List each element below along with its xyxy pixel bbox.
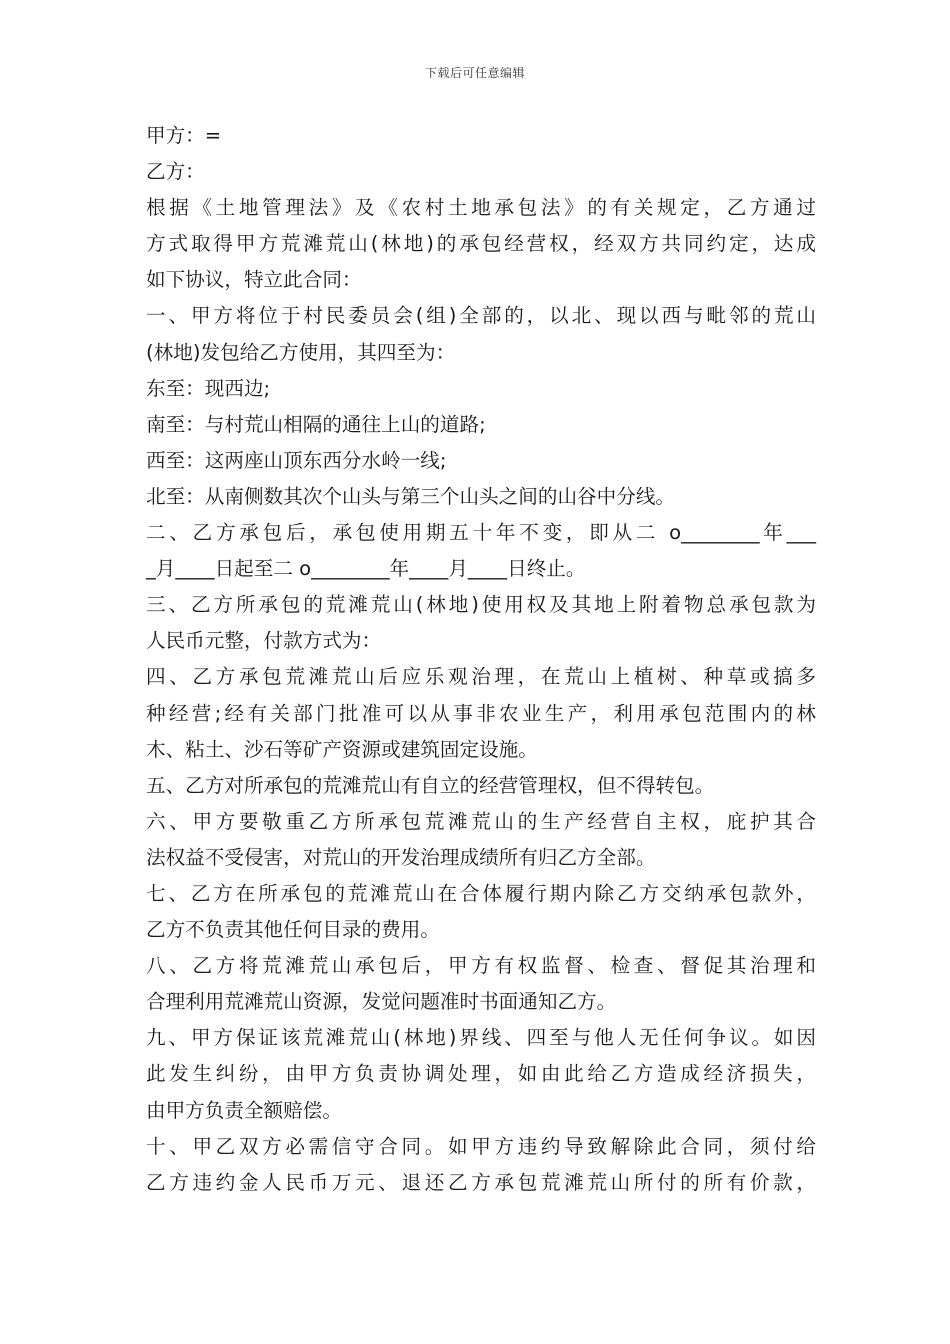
document-body [146, 118, 816, 1201]
text-line: 乙方： [146, 160, 205, 184]
text-line: 种经营;经有关部门批准可以从事非农业生产，利用承包范围内的林 [146, 701, 816, 725]
text-line: 四、乙方承包荒滩荒山后应乐观治理，在荒山上植树、种草或搞多 [146, 665, 816, 689]
text-line: _月____日起至二 o________年____月____日终止。 [146, 557, 586, 581]
text-line: 由甲方负责全额赔偿。 [146, 1098, 342, 1122]
text-line: 乙方不负责其他任何目录的费用。 [146, 918, 440, 942]
text-line: 甲方：= [146, 124, 222, 147]
text-line: 东至：现西边; [146, 376, 271, 400]
text-line: 北至：从南侧数其次个山头与第三个山头之间的山谷中分线。 [146, 484, 676, 508]
text-line: 方式取得甲方荒滩荒山(林地)的承包经营权，经双方共同约定，达成 [146, 232, 816, 256]
text-line: 十、甲乙双方必需信守合同。如甲方违约导致解除此合同，须付给 [146, 1134, 816, 1158]
text-line: 六、甲方要敬重乙方所承包荒滩荒山的生产经营自主权，庇护其合 [146, 809, 816, 833]
text-line: 九、甲方保证该荒滩荒山(林地)界线、四至与他人无任何争议。如因 [146, 1026, 816, 1050]
text-line: 乙方违约金人民币万元、退还乙方承包荒滩荒山所付的所有价款， [146, 1170, 816, 1194]
text-line: 合理利用荒滩荒山资源，发觉问题准时书面通知乙方。 [146, 990, 617, 1014]
text-line: 西至：这两座山顶东西分水岭一线; [146, 448, 447, 472]
text-line: 五、乙方对所承包的荒滩荒山有自立的经营管理权，但不得转包。 [146, 773, 715, 797]
text-line: 一、甲方将位于村民委员会(组)全部的，以北、现以西与毗邻的荒山 [146, 304, 816, 328]
text-line: 三、乙方所承包的荒滩荒山(林地)使用权及其地上附着物总承包款为 [146, 593, 816, 617]
text-line: 人民币元整，付款方式为： [146, 629, 382, 653]
text-line: (林地)发包给乙方使用，其四至为： [146, 340, 456, 364]
text-line: 根据《土地管理法》及《农村土地承包法》的有关规定，乙方通过 [146, 196, 816, 220]
text-line: 如下协议，特立此合同： [146, 268, 362, 292]
text-line: 八、乙方将荒滩荒山承包后，甲方有权监督、检查、督促其治理和 [146, 954, 816, 978]
text-line: 七、乙方在所承包的荒滩荒山在合体履行期内除乙方交纳承包款外， [146, 881, 816, 905]
text-line: 木、粘土、沙石等矿产资源或建筑固定设施。 [146, 737, 538, 761]
page-header-note: 下载后可任意编辑 [424, 66, 525, 80]
text-line: 南至：与村荒山相隔的通往上山的道路; [146, 412, 486, 436]
text-line: 此发生纠纷，由甲方负责协调处理，如由此给乙方造成经济损失， [146, 1062, 816, 1086]
text-line: 法权益不受侵害，对荒山的开发治理成绩所有归乙方全部。 [146, 845, 656, 869]
text-line: 二、乙方承包后，承包使用期五十年不变，即从二 o________年___ [146, 521, 816, 545]
